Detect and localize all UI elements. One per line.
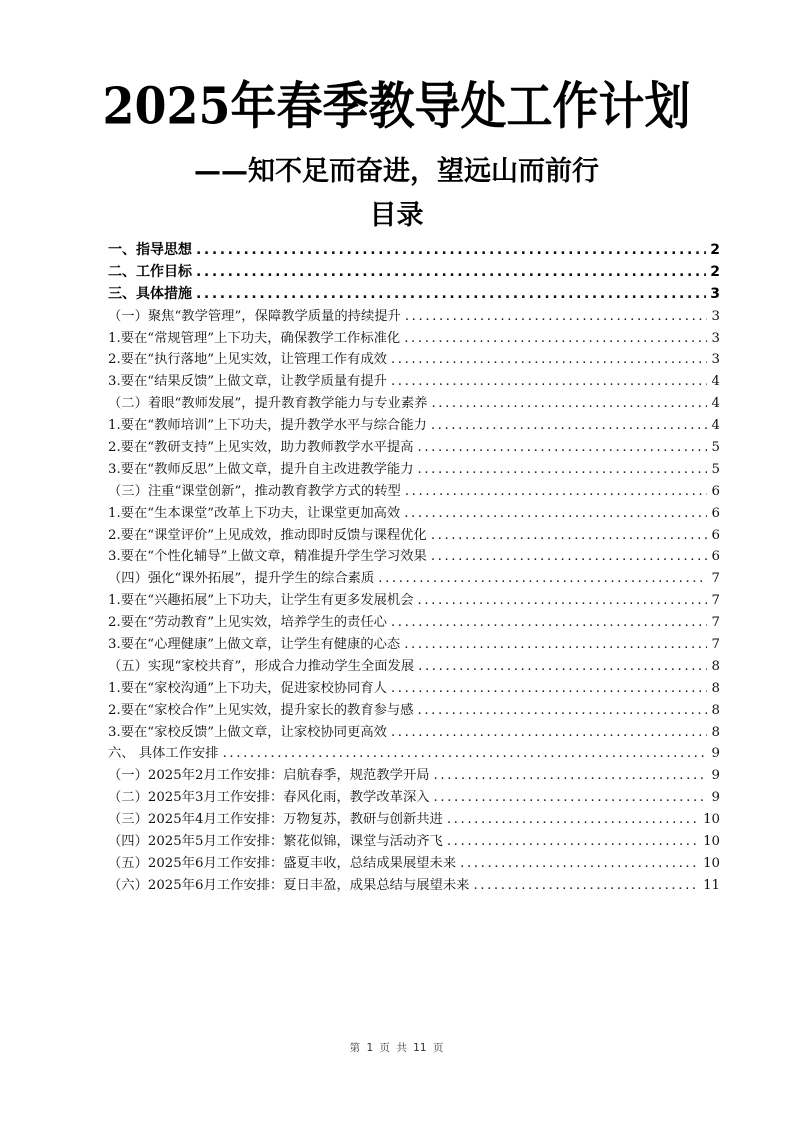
toc-entry-page-number: 11 <box>703 877 720 893</box>
dot-leader <box>431 393 707 415</box>
dot-leader <box>447 809 699 831</box>
dot-leader <box>391 678 707 700</box>
dot-leader <box>418 700 707 722</box>
toc-entry-page-number: 3 <box>710 285 720 302</box>
toc-entry-label: 2.要在“家校合作”上见实效，提升家长的教育参与感 <box>108 702 414 718</box>
dot-leader <box>473 875 699 897</box>
toc-entry-label: 3.要在“家校反馈”上做文章，让家校协同更高效 <box>108 724 387 740</box>
dot-leader <box>431 415 707 437</box>
toc-entry-label: 1.要在“兴趣拓展”上下功夫，让学生有更多发展机会 <box>108 593 414 609</box>
page-footer: 第 1 页 共 11 页 <box>349 1042 444 1054</box>
dot-leader <box>405 481 707 503</box>
toc-entry-label: 2.要在“执行落地”上见实效，让管理工作有成效 <box>108 352 387 368</box>
toc-entry-label: 一、指导思想 <box>108 242 192 258</box>
toc-entry[interactable] <box>108 437 720 459</box>
toc-entry[interactable] <box>108 787 720 809</box>
table-of-contents <box>108 240 720 897</box>
toc-entry-label: 二、工作目标 <box>108 263 192 280</box>
toc-entry[interactable] <box>108 700 720 722</box>
toc-entry-page-number: 10 <box>703 834 720 850</box>
toc-entry-page-number: 10 <box>703 812 720 828</box>
toc-entry[interactable] <box>108 634 720 656</box>
toc-entry-page-number: 4 <box>711 418 720 434</box>
toc-entry-label: （一）2025年2月工作安排：启航春季，规范教学开局 <box>108 768 430 784</box>
toc-entry-label: 2.要在“劳动教育”上见实效，培养学生的责任心 <box>108 615 387 631</box>
dot-leader <box>418 459 707 481</box>
toc-entry[interactable] <box>108 525 720 547</box>
toc-entry[interactable] <box>108 765 720 787</box>
toc-entry-page-number: 6 <box>711 549 720 565</box>
toc-entry-page-number: 2 <box>710 263 720 280</box>
dot-leader <box>391 371 707 393</box>
dot-leader <box>404 634 707 656</box>
toc-entry[interactable] <box>108 415 720 437</box>
toc-entry[interactable] <box>108 393 720 415</box>
dot-leader <box>196 240 706 262</box>
dot-leader <box>404 503 707 525</box>
dot-leader <box>431 546 707 568</box>
toc-entry-label: （三）2025年4月工作安排：万物复苏，教研与创新共进 <box>108 812 443 828</box>
toc-entry-page-number: 3 <box>711 352 720 368</box>
dot-leader <box>434 765 707 787</box>
toc-entry-label: （四）2025年5月工作安排：繁花似锦，课堂与活动齐飞 <box>108 834 443 850</box>
toc-entry-page-number: 6 <box>711 505 720 521</box>
toc-entry-label: （四）强化“课外拓展”，提升学生的综合素质 <box>108 571 375 587</box>
toc-entry[interactable] <box>108 328 720 350</box>
toc-entry-page-number: 8 <box>711 680 720 696</box>
toc-entry-page-number: 7 <box>711 615 720 631</box>
toc-entry[interactable] <box>108 743 720 765</box>
dot-leader <box>196 284 706 306</box>
toc-entry-label: 2.要在“教研支持”上见实效，助力教师教学水平提高 <box>108 440 414 456</box>
toc-entry-page-number: 2 <box>710 242 720 258</box>
toc-entry-page-number: 8 <box>711 658 720 674</box>
toc-heading: 目录 <box>369 200 424 231</box>
toc-entry[interactable] <box>108 809 720 831</box>
toc-entry-page-number: 9 <box>711 768 720 784</box>
dot-leader <box>223 743 707 765</box>
dot-leader <box>404 328 707 350</box>
toc-entry-page-number: 7 <box>711 593 720 609</box>
toc-entry[interactable] <box>108 590 720 612</box>
toc-entry-page-number: 6 <box>711 483 720 499</box>
toc-entry[interactable] <box>108 306 720 328</box>
toc-entry-label: 3.要在“个性化辅导”上做文章，精准提升学生学习效果 <box>108 549 427 565</box>
toc-entry-label: （二）2025年3月工作安排：春风化雨，教学改革深入 <box>108 790 430 806</box>
toc-entry[interactable] <box>108 481 720 503</box>
toc-entry-page-number: 9 <box>711 790 720 806</box>
toc-entry[interactable] <box>108 459 720 481</box>
toc-entry-label: 1.要在“家校沟通”上下功夫，促进家校协同育人 <box>108 680 387 696</box>
toc-entry[interactable] <box>108 262 720 284</box>
toc-entry-label: （三）注重“课堂创新”，推动教育教学方式的转型 <box>108 483 401 499</box>
toc-entry-label: 1.要在“常规管理”上下功夫，确保教学工作标准化 <box>108 330 401 346</box>
toc-entry-label: 三、具体措施 <box>108 285 192 302</box>
dot-leader <box>378 568 707 590</box>
toc-entry[interactable] <box>108 503 720 525</box>
toc-entry[interactable] <box>108 546 720 568</box>
document-subtitle: ——知不足而奋进，望远山而前行 <box>194 156 599 187</box>
toc-entry-page-number: 4 <box>711 396 720 412</box>
toc-entry-label: 3.要在“教师反思”上做文章，提升自主改进教学能力 <box>108 461 414 477</box>
toc-entry-label: 1.要在“生本课堂”改革上下功夫，让课堂更加高效 <box>108 505 401 521</box>
dot-leader <box>418 437 707 459</box>
dot-leader <box>418 590 707 612</box>
toc-entry-label: 3.要在“心理健康”上做文章，让学生有健康的心态 <box>108 637 401 653</box>
document-title: 2025年春季教导处工作计划 <box>102 76 691 136</box>
toc-entry-label: （五）实现“家校共育”，形成合力推动学生全面发展 <box>108 658 415 674</box>
toc-entry-label: 2.要在“课堂评价”上见成效，推动即时反馈与课程优化 <box>108 527 427 543</box>
toc-entry[interactable] <box>108 831 720 853</box>
dot-leader <box>447 831 699 853</box>
toc-entry[interactable] <box>108 656 720 678</box>
toc-entry-page-number: 7 <box>711 637 720 653</box>
toc-entry-page-number: 5 <box>711 440 720 456</box>
toc-entry[interactable] <box>108 612 720 634</box>
toc-entry-page-number: 7 <box>711 571 720 587</box>
toc-entry[interactable] <box>108 240 720 262</box>
toc-entry-page-number: 10 <box>703 855 720 871</box>
dot-leader <box>418 656 707 678</box>
toc-entry-page-number: 3 <box>711 330 720 346</box>
toc-entry[interactable] <box>108 722 720 744</box>
toc-entry-label: （一）聚焦“教学管理”，保障教学质量的持续提升 <box>108 308 401 324</box>
toc-entry[interactable] <box>108 875 720 897</box>
toc-entry-page-number: 5 <box>711 461 720 477</box>
dot-leader <box>391 349 707 371</box>
dot-leader <box>391 612 707 634</box>
toc-entry-label: 3.要在“结果反馈”上做文章，让教学质量有提升 <box>108 374 387 390</box>
toc-entry-label: （二）着眼“教师发展”，提升教育教学能力与专业素养 <box>108 396 428 412</box>
toc-entry-label: 六、 具体工作安排 <box>108 746 219 762</box>
toc-entry-label: （六）2025年6月工作安排：夏日丰盈，成果总结与展望未来 <box>108 877 470 893</box>
dot-leader <box>431 525 707 547</box>
toc-entry-page-number: 4 <box>711 374 720 390</box>
dot-leader <box>460 853 699 875</box>
toc-entry-page-number: 3 <box>711 308 720 324</box>
toc-entry[interactable] <box>108 568 720 590</box>
dot-leader <box>434 787 707 809</box>
toc-entry-label: （五）2025年6月工作安排：盛夏丰收，总结成果展望未来 <box>108 855 457 871</box>
toc-entry-page-number: 9 <box>711 746 720 762</box>
toc-entry[interactable] <box>108 853 720 875</box>
toc-entry-label: 1.要在“教师培训”上下功夫，提升教学水平与综合能力 <box>108 418 427 434</box>
toc-entry-page-number: 8 <box>711 702 720 718</box>
toc-entry-page-number: 6 <box>711 527 720 543</box>
dot-leader <box>405 306 707 328</box>
toc-entry[interactable] <box>108 349 720 371</box>
dot-leader <box>391 722 707 744</box>
toc-entry[interactable] <box>108 284 720 306</box>
dot-leader <box>196 262 706 284</box>
toc-entry-page-number: 8 <box>711 724 720 740</box>
toc-entry[interactable] <box>108 371 720 393</box>
toc-entry[interactable] <box>108 678 720 700</box>
